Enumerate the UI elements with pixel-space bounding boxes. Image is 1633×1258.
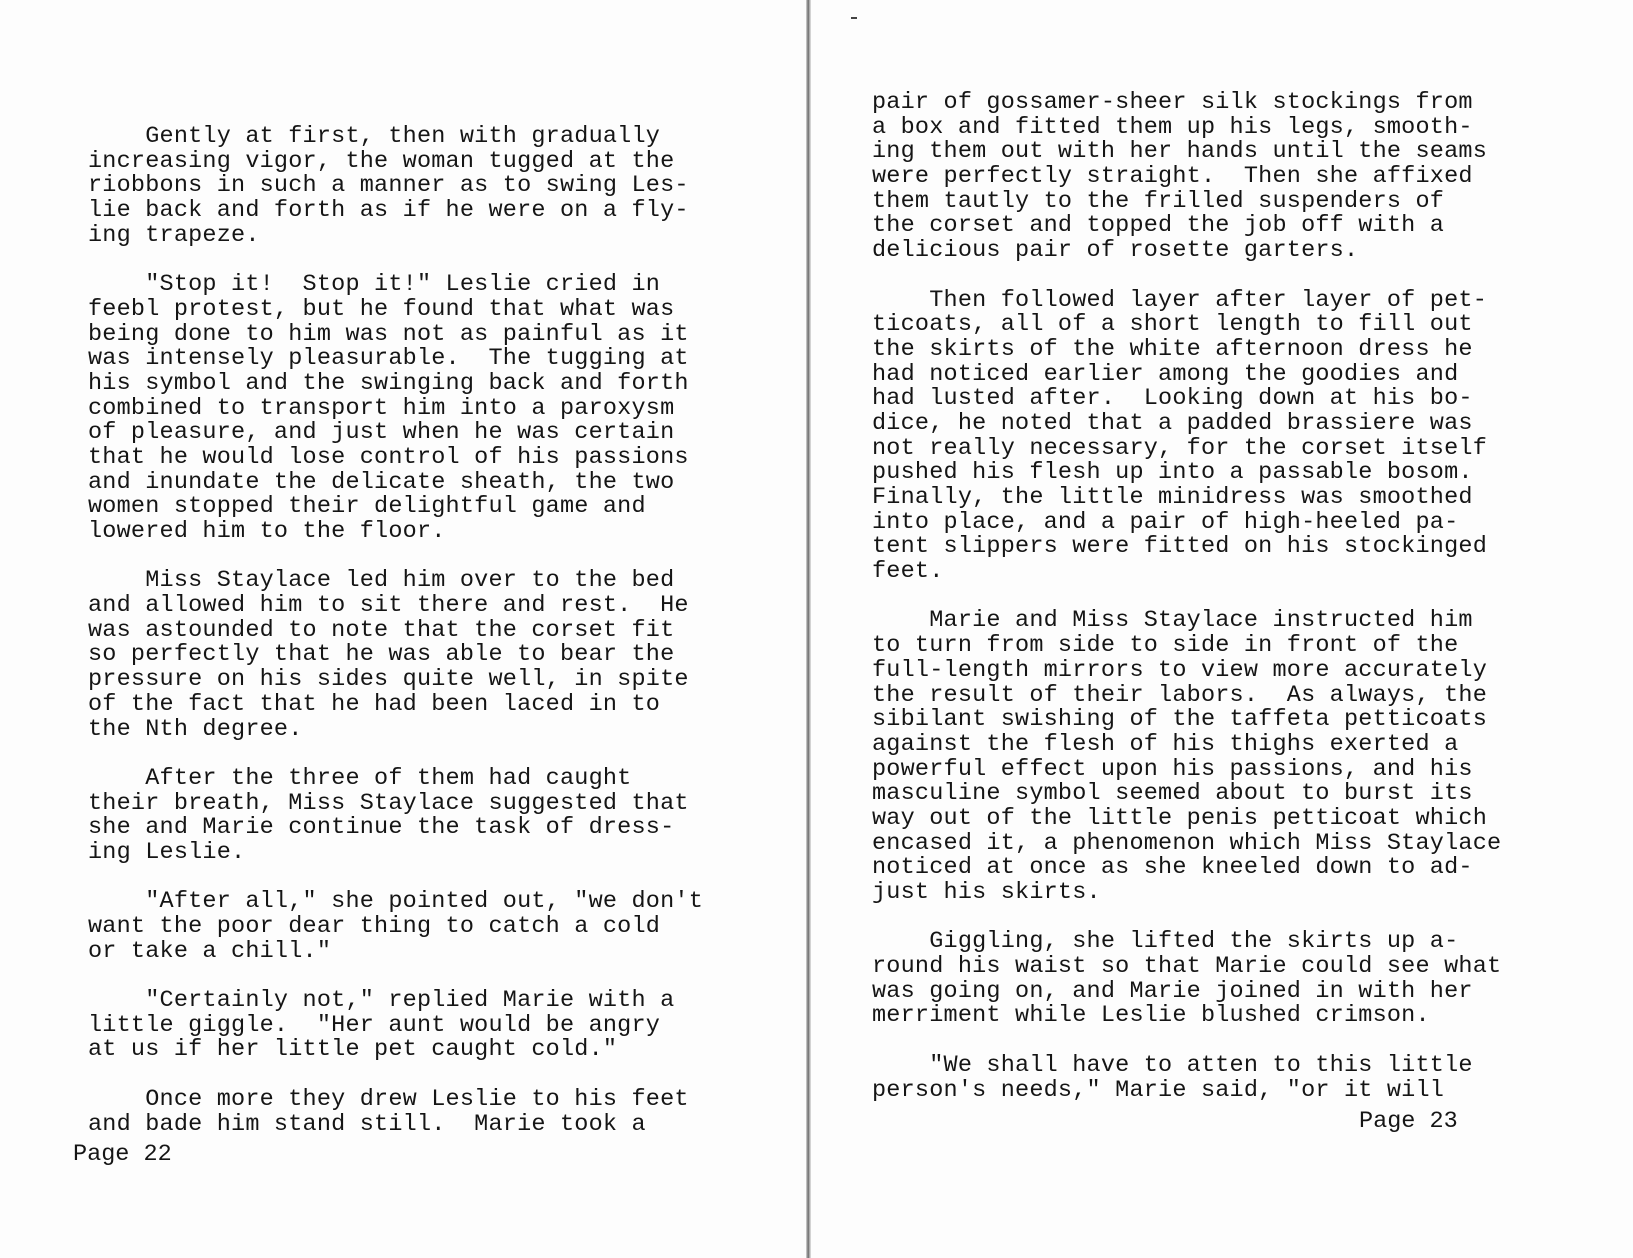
text-line: Gently at first, then with gradually	[88, 123, 661, 150]
text-line: ing them out with her hands until the seams	[872, 138, 1487, 166]
text-line: ticoats, all of a short length to fill out	[872, 311, 1473, 339]
text-line: "We shall have to atten to this little	[872, 1051, 1473, 1079]
text-line: and allowed him to sit there and rest. He	[88, 592, 689, 620]
text-line: or take a chill."	[88, 937, 332, 965]
paragraph-gap	[88, 742, 703, 767]
text-line: tent slippers were fitted on his stockinged	[872, 533, 1487, 561]
right-page-text	[872, 91, 1501, 1103]
text-line: feebl protest, but he found that what was	[88, 295, 675, 323]
text-line: was going on, and Marie joined in with her	[872, 977, 1473, 1005]
scan-mark	[851, 17, 857, 19]
text-line: a box and fitted them up his legs, smooth-	[872, 113, 1473, 141]
paragraph-gap	[88, 1063, 703, 1088]
paragraph-gap	[872, 906, 1501, 931]
text-line: the skirts of the white afternoon dress he	[872, 335, 1473, 363]
text-line: that he would lose control of his passions	[88, 443, 689, 471]
paragraph-gap	[88, 866, 703, 891]
text-line: sibilant swishing of the taffeta petticoats	[872, 706, 1487, 734]
text-line: powerful effect upon his passions, and his	[872, 755, 1473, 783]
paragraph-gap	[872, 264, 1501, 289]
text-line: was astounded to note that the corset fit	[88, 616, 675, 644]
right-page	[811, 0, 1633, 1258]
text-line: delicious pair of rosette garters.	[872, 237, 1359, 265]
text-line: their breath, Miss Staylace suggested that	[88, 789, 689, 817]
text-line: into place, and a pair of high-heeled pa-	[872, 508, 1459, 536]
text-line: being done to him was not as painful as it	[88, 320, 689, 348]
paragraph-gap	[872, 585, 1501, 610]
text-line: person's needs," Marie said, "or it will	[872, 1076, 1445, 1104]
text-line: combined to transport him into a paroxysm	[88, 394, 675, 422]
text-line: riobbons in such a manner as to swing Les-	[88, 172, 689, 200]
text-line: them tautly to the frilled suspenders of	[872, 187, 1445, 215]
page-number-left: Page 22	[73, 1141, 172, 1168]
text-line: encased it, a phenomenon which Miss Staylace	[872, 829, 1502, 857]
text-line: round his waist so that Marie could see what	[872, 953, 1502, 981]
text-line: had lusted after. Looking down at his bo-	[872, 385, 1473, 413]
text-line: of pleasure, and just when he was certain	[88, 419, 675, 447]
text-line: masculine symbol seemed about to burst its	[872, 780, 1473, 808]
paragraph-gap	[88, 545, 703, 570]
text-line: pushed his flesh up into a passable bosom.	[872, 459, 1473, 487]
text-line: women stopped their delightful game and	[88, 493, 646, 521]
text-line: his symbol and the swinging back and forth	[88, 369, 689, 397]
text-line: just his skirts.	[872, 879, 1101, 906]
text-line: pressure on his sides quite well, in spite	[88, 666, 689, 694]
text-line: Giggling, she lifted the skirts up a-	[872, 928, 1459, 956]
text-line: increasing vigor, the woman tugged at the	[88, 147, 675, 175]
text-line: were perfectly straight. Then she affixed	[872, 163, 1473, 191]
text-line: feet.	[872, 558, 944, 586]
text-line: to turn from side to side in front of the	[872, 632, 1459, 660]
text-line: "Certainly not," replied Marie with a	[88, 987, 675, 1015]
text-line: dice, he noted that a padded brassiere was	[872, 409, 1473, 437]
paragraph-gap	[872, 1029, 1501, 1054]
text-line: "Stop it! Stop it!" Leslie cried in	[88, 271, 661, 299]
text-line: Once more they drew Leslie to his feet	[88, 1085, 689, 1113]
text-line: After the three of them had caught	[88, 764, 632, 792]
text-line: full-length mirrors to view more accurately	[872, 656, 1487, 684]
text-line: Then followed layer after layer of pet-	[872, 286, 1487, 314]
text-line: was intensely pleasurable. The tugging at	[88, 345, 689, 373]
text-line: she and Marie continue the task of dress-	[88, 814, 675, 842]
text-line: Finally, the little minidress was smoothed	[872, 484, 1473, 511]
paragraph-gap	[88, 248, 703, 273]
text-line: and bade him stand still. Marie took a	[88, 1110, 646, 1138]
text-line: merriment while Leslie blushed crimson.	[872, 1002, 1430, 1030]
text-line: of the fact that he had been laced in to	[88, 690, 661, 718]
text-line: the Nth degree.	[88, 715, 303, 743]
text-line: little giggle. "Her aunt would be angry	[88, 1011, 661, 1039]
text-line: pair of gossamer-sheer silk stockings from	[872, 89, 1473, 116]
paragraph-gap	[88, 964, 703, 989]
text-line: want the poor dear thing to catch a cold	[88, 913, 661, 940]
text-line: ing Leslie.	[88, 838, 246, 866]
text-line: the corset and topped the job off with a	[872, 212, 1445, 240]
text-line: Miss Staylace led him over to the bed	[88, 567, 675, 595]
left-page	[0, 0, 808, 1258]
text-line: ing trapeze.	[88, 221, 260, 249]
text-line: noticed at once as she kneeled down to ad-	[872, 854, 1473, 882]
text-line: against the flesh of his thighs exerted a	[872, 730, 1459, 758]
text-line: had noticed earlier among the goodies and	[872, 360, 1459, 388]
text-line: lie back and forth as if he were on a fly-	[88, 197, 689, 225]
text-line: not really necessary, for the corset itself	[872, 434, 1487, 462]
text-line: at us if her little pet caught cold."	[88, 1036, 618, 1064]
text-line: and inundate the delicate sheath, the two	[88, 468, 675, 496]
text-line: lowered him to the floor.	[88, 518, 446, 545]
text-line: Marie and Miss Staylace instructed him	[872, 607, 1473, 635]
text-line: way out of the little penis petticoat which	[872, 804, 1487, 832]
text-line: the result of their labors. As always, the	[872, 681, 1487, 709]
page-number-right: Page 23	[1359, 1108, 1458, 1135]
text-line: so perfectly that he was able to bear the	[88, 641, 675, 669]
text-line: "After all," she pointed out, "we don't	[88, 888, 703, 916]
left-page-text	[88, 125, 703, 1137]
